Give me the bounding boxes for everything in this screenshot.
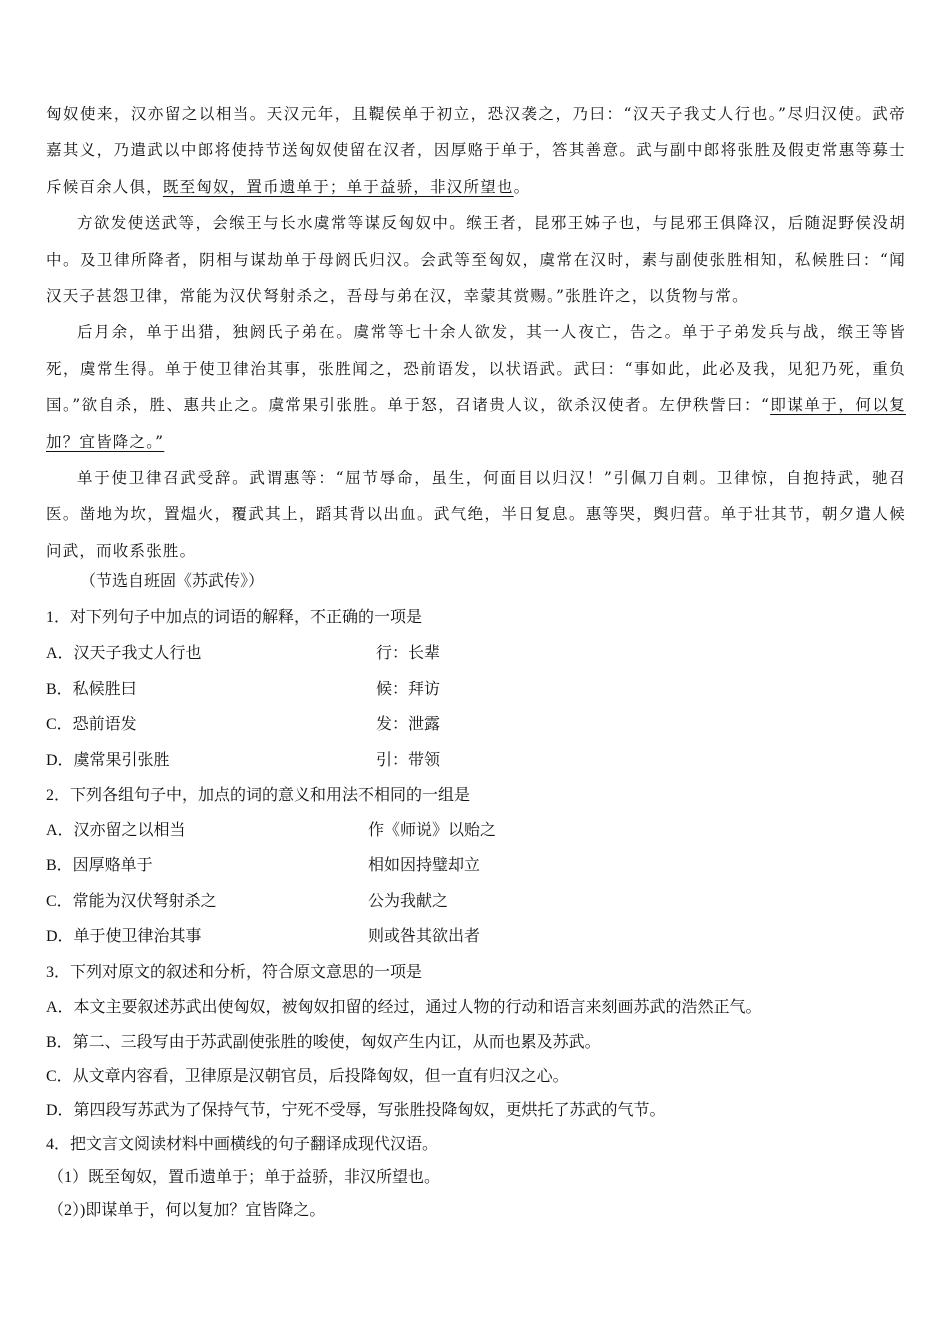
classical-passage bbox=[46, 96, 906, 569]
question-2-option-b: B．因厚赂单于 相如因持璧却立 bbox=[46, 857, 481, 874]
question-1-option-d: D．虞常果引张胜 引：带领 bbox=[46, 752, 441, 769]
question-2-option-d: D．单于使卫律治其事 则或咎其欲出者 bbox=[46, 928, 481, 945]
underlined-sentence-2: 即谋单于，何以复加？宜皆降之。” bbox=[46, 396, 906, 451]
question-3-option-b: B．第二、三段写由于苏武副使张胜的唆使，匈奴产生内讧，从而也累及苏武。 bbox=[46, 1034, 601, 1051]
passage-text: 。 bbox=[513, 177, 531, 196]
passage-text: 匈奴使来，汉亦留之以相当。天汉元年，且鞮侯单于初立，恐汉袭之，乃曰：“汉天子我丈人行也。”尽归汉使。武帝嘉其义，乃遣武以中郎将使持节送匈奴使留在汉者，因厚赂于单于，答其善意。武与副中郎将张胜及假吏常惠等募士斥候百余人俱， bbox=[46, 105, 906, 196]
question-2-option-a: A．汉亦留之以相当 作《师说》以贻之 bbox=[46, 822, 497, 839]
question-2-stem: 2．下列各组句子中，加点的词的意义和用法不相同的一组是 bbox=[46, 787, 471, 804]
question-3-option-d: D．第四段写苏武为了保持气节，宁死不受辱，写张胜投降匈奴，更烘托了苏武的气节。 bbox=[46, 1102, 666, 1119]
question-3-stem: 3．下列对原文的叙述和分析，符合原文意思的一项是 bbox=[46, 964, 423, 981]
passage-paragraph-3 bbox=[46, 314, 906, 460]
passage-paragraph-2: 方欲发使送武等，会缑王与长水虞常等谋反匈奴中。缑王者，昆邪王姊子也，与昆邪王俱降汉，后随浞野侯没胡中。及卫律所降者，阴相与谋劫单于母阏氏归汉。会武等至匈奴，虞常在汉时，素与副使张胜相知，私候胜曰：“闻汉天子甚怨卫律，常能为汉伏弩射杀之，吾母与弟在汉，幸蒙其赏赐。”张胜许之，以货物与常。 bbox=[46, 214, 906, 306]
question-4-stem: 4．把文言文阅读材料中画横线的句子翻译成现代汉语。 bbox=[46, 1136, 439, 1153]
question-2-option-c: C．常能为汉伏弩射杀之 公为我献之 bbox=[46, 893, 449, 910]
question-4-item-2: （2）)即谋单于，何以复加？宜皆降之。 bbox=[48, 1202, 326, 1219]
passage-paragraph-4: 单于使卫律召武受辞。武谓惠等：“屈节辱命，虽生，何面目以归汉！”引佩刀自刺。卫律惊，自抱持武，驰召医。凿地为坎，置煴火，覆武其上，蹈其背以出血。武气绝，半日复息。惠等哭，舆归营。单于壮其节，朝夕遣人候问武，而收系张胜。 bbox=[46, 469, 906, 560]
question-1-option-b: B．私候胜曰 候：拜访 bbox=[46, 681, 441, 698]
question-3-option-a: A．本文主要叙述苏武出使匈奴，被匈奴扣留的经过，通过人物的行动和语言来刻画苏武的浩然正气。 bbox=[46, 999, 762, 1016]
passage-text: 后月余，单于出猎，独阏氏子弟在。虞常等七十余人欲发，其一人夜亡，告之。单于子弟发兵与战，缑王等皆死，虞常生得。单于使卫律治其事，张胜闻之，恐前语发，以状语武。武曰：“事如此，此必及我，见犯乃死，重负国。”欲自杀，胜、惠共止之。虞常果引张胜。单于怒，召诸贵人议，欲杀汉使者。左伊秩訾曰：“ bbox=[46, 323, 906, 415]
question-4-item-1: （1）既至匈奴，置币遗单于；单于益骄，非汉所望也。 bbox=[48, 1169, 441, 1186]
passage-paragraph-1 bbox=[46, 96, 906, 205]
question-1-option-a: A．汉天子我丈人行也 行：长辈 bbox=[46, 645, 441, 662]
question-1-option-c: C．恐前语发 发：泄露 bbox=[46, 716, 441, 733]
question-3-option-c: C．从文章内容看，卫律原是汉朝官员，后投降匈奴，但一直有归汉之心。 bbox=[46, 1068, 569, 1085]
passage-source: （节选自班固《苏武传》） bbox=[80, 573, 265, 590]
underlined-sentence-1: 既至匈奴，置币遗单于；单于益骄，非汉所望也 bbox=[162, 177, 514, 196]
question-1-stem: 1．对下列句子中加点的词语的解释，不正确的一项是 bbox=[46, 609, 423, 626]
